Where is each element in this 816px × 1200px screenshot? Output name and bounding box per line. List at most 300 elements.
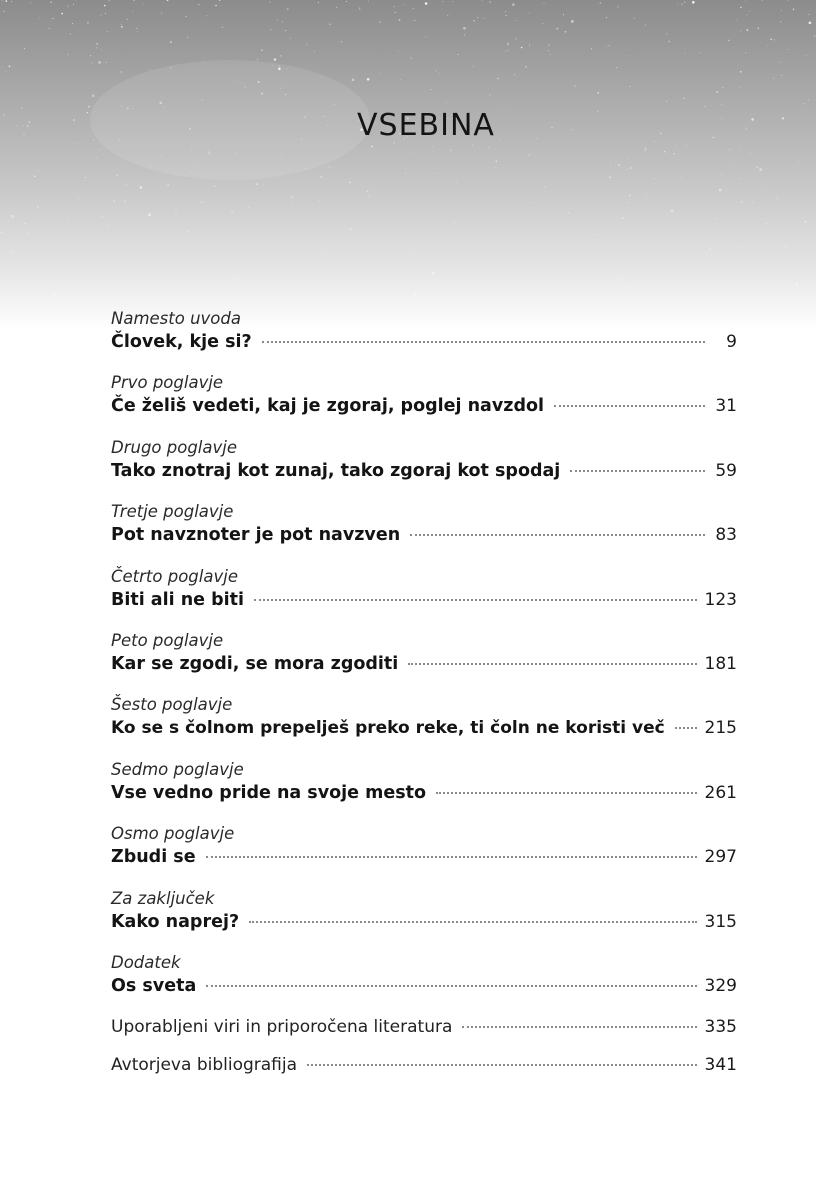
star	[414, 20, 416, 22]
star	[542, 23, 543, 24]
star	[90, 55, 91, 56]
star	[113, 200, 115, 202]
star	[412, 218, 413, 219]
star	[473, 66, 474, 67]
toc-entry-page: 123	[704, 589, 737, 610]
star	[291, 196, 293, 198]
star	[277, 20, 278, 21]
star	[458, 54, 459, 55]
star	[100, 149, 101, 150]
star	[730, 291, 732, 293]
toc-entry-title: Pot navznoter je pot navzven	[111, 525, 401, 546]
star	[487, 226, 488, 227]
star	[666, 34, 667, 35]
star	[525, 66, 527, 68]
star	[159, 102, 162, 105]
star	[96, 157, 97, 158]
star	[137, 31, 138, 32]
toc-entry-caption: Osmo poglavje	[111, 824, 235, 844]
star	[496, 161, 498, 163]
star	[628, 158, 629, 159]
star	[476, 284, 477, 285]
star	[245, 87, 246, 88]
star	[489, 1, 491, 3]
star	[492, 235, 493, 236]
star	[677, 3, 678, 4]
star	[521, 47, 523, 49]
star	[236, 153, 237, 154]
star	[2, 0, 3, 1]
toc-entry-caption: Šesto poglavje	[111, 695, 233, 715]
star	[323, 248, 324, 249]
dot-leader	[408, 662, 696, 665]
star	[464, 35, 465, 36]
star	[473, 20, 475, 22]
star	[629, 55, 630, 56]
star	[8, 221, 9, 222]
star	[379, 21, 381, 23]
star	[367, 78, 370, 81]
star	[544, 186, 546, 188]
star	[733, 163, 734, 164]
toc-entry-page: 9	[726, 332, 737, 352]
star	[96, 43, 98, 45]
dot-leader	[436, 791, 697, 794]
star	[709, 248, 711, 250]
toc-entry[interactable]	[111, 499, 737, 563]
star	[745, 1, 746, 2]
dot-leader	[410, 533, 705, 536]
star	[24, 223, 26, 225]
star	[132, 11, 133, 12]
star	[280, 55, 282, 57]
star	[170, 67, 171, 68]
star	[52, 18, 53, 19]
star	[39, 18, 40, 19]
star	[73, 4, 74, 5]
toc-entry[interactable]	[111, 886, 737, 950]
star	[477, 17, 478, 18]
star	[6, 0, 8, 2]
star	[628, 202, 629, 203]
star	[136, 28, 137, 29]
star	[261, 49, 263, 51]
star	[5, 71, 6, 72]
star	[215, 5, 217, 7]
star	[290, 38, 291, 39]
star	[721, 174, 722, 175]
star	[161, 13, 162, 14]
star	[805, 221, 807, 223]
star	[762, 0, 763, 1]
star	[100, 49, 101, 50]
star	[105, 13, 106, 14]
dot-leader	[206, 855, 697, 858]
toc-entry-caption: Peto poglavje	[111, 630, 224, 650]
dot-leader	[570, 469, 705, 472]
star	[398, 51, 399, 52]
star	[463, 27, 466, 30]
toc-entry-page: 341	[704, 1055, 737, 1076]
star	[108, 225, 110, 227]
star	[121, 71, 123, 73]
star	[516, 38, 517, 39]
star	[550, 54, 551, 55]
star	[121, 106, 122, 107]
star	[606, 17, 607, 18]
star	[394, 6, 395, 7]
star	[287, 69, 288, 70]
star	[368, 1, 369, 2]
star	[92, 94, 95, 97]
star	[34, 176, 36, 178]
star	[399, 19, 401, 21]
star	[360, 9, 361, 10]
star	[506, 51, 507, 52]
star	[279, 66, 280, 67]
star	[610, 165, 611, 166]
star	[413, 250, 415, 252]
toc-entry-extra[interactable]	[111, 1017, 737, 1055]
star	[16, 293, 17, 294]
star	[306, 44, 307, 45]
star	[617, 6, 619, 8]
star	[739, 178, 740, 179]
star	[150, 166, 151, 167]
star	[814, 36, 815, 37]
star	[319, 200, 320, 201]
star	[475, 224, 476, 225]
star	[367, 190, 369, 192]
star	[143, 4, 144, 5]
toc-entry-page: 297	[704, 847, 737, 868]
star	[796, 283, 799, 286]
star	[343, 261, 344, 262]
toc-entry-title: Zbudi se	[111, 847, 196, 868]
star	[362, 281, 363, 282]
toc-entry[interactable]	[111, 692, 737, 756]
star	[350, 228, 352, 230]
star	[546, 283, 548, 285]
star	[436, 70, 437, 71]
star	[346, 1, 347, 2]
star	[400, 79, 401, 80]
star	[352, 79, 355, 82]
star	[197, 164, 198, 165]
star	[403, 4, 404, 5]
star	[107, 31, 108, 32]
toc-entry[interactable]	[111, 306, 737, 370]
star	[67, 7, 68, 8]
star	[622, 217, 624, 219]
star	[359, 8, 360, 9]
star	[446, 103, 447, 104]
star	[781, 75, 782, 76]
star	[599, 288, 601, 290]
star	[410, 152, 411, 153]
star	[798, 161, 799, 162]
star	[414, 294, 417, 297]
star	[222, 27, 224, 29]
star	[283, 220, 284, 221]
star	[514, 74, 515, 75]
star	[618, 164, 619, 165]
star	[221, 293, 222, 294]
star	[589, 158, 590, 159]
star	[187, 37, 188, 38]
star	[671, 210, 674, 213]
star	[135, 273, 136, 274]
star	[438, 73, 439, 74]
star	[76, 0, 77, 1]
toc-entry-title: Biti ali ne biti	[111, 589, 245, 610]
star	[67, 5, 68, 6]
star	[557, 28, 559, 30]
star	[121, 26, 123, 28]
toc-entry-caption: Dodatek	[111, 952, 181, 972]
star	[803, 103, 804, 104]
star	[809, 22, 812, 25]
toc-entry-title: Ko se s čolnom prepelješ preko reke, ti čoln ne koristi več	[111, 718, 665, 739]
star	[409, 243, 410, 244]
star	[597, 92, 599, 94]
star	[780, 21, 781, 22]
star	[516, 20, 517, 21]
star	[740, 146, 741, 147]
star	[676, 286, 677, 287]
star	[140, 186, 143, 189]
star	[51, 1, 53, 3]
star	[808, 100, 809, 101]
star	[10, 251, 12, 253]
toc-entry-title: Kar se zgodi, se mora zgoditi	[111, 653, 399, 674]
star	[134, 0, 136, 1]
star	[619, 164, 621, 166]
toc-entry[interactable]	[111, 950, 737, 1014]
star	[571, 20, 574, 23]
dot-leader	[675, 726, 697, 729]
star	[248, 207, 249, 208]
star	[175, 210, 177, 212]
star	[745, 52, 746, 53]
star	[380, 295, 382, 297]
star	[167, 184, 169, 186]
star	[106, 62, 107, 63]
star	[287, 8, 289, 10]
star	[395, 12, 396, 13]
star	[102, 265, 103, 266]
star	[630, 167, 632, 169]
dot-leader	[206, 984, 696, 987]
star	[124, 201, 126, 203]
star	[722, 87, 723, 88]
star	[371, 146, 373, 148]
toc-entry-page: 329	[704, 975, 737, 996]
star	[529, 45, 530, 46]
toc-entry[interactable]	[111, 564, 737, 628]
star	[538, 210, 539, 211]
star	[787, 49, 788, 50]
star	[240, 295, 241, 296]
star	[256, 183, 258, 185]
star	[634, 18, 635, 19]
star	[645, 148, 647, 150]
toc-entry-title: Uporabljeni viri in priporočena literatura	[111, 1017, 453, 1038]
star	[24, 48, 25, 49]
star	[533, 202, 534, 203]
star	[788, 0, 789, 1]
star	[270, 29, 271, 30]
toc-entry-title: Če želiš vedeti, kaj je zgoraj, poglej navzdol	[111, 396, 544, 417]
star	[779, 62, 780, 63]
star	[320, 176, 322, 178]
star	[776, 198, 777, 199]
toc-entry-caption: Namesto uvoda	[111, 309, 241, 328]
star	[692, 1, 695, 4]
star	[685, 53, 686, 54]
star	[1, 232, 3, 234]
star	[68, 54, 69, 55]
toc-entry-title: Vse vedno pride na svoje mesto	[111, 782, 427, 803]
star	[224, 271, 225, 272]
star	[699, 52, 700, 53]
star	[349, 182, 351, 184]
star	[442, 1, 443, 2]
star	[96, 47, 97, 48]
star	[4, 11, 5, 12]
star	[627, 169, 628, 170]
star	[401, 219, 402, 220]
star	[588, 262, 589, 263]
star	[341, 41, 342, 42]
star	[681, 3, 683, 5]
star	[740, 7, 742, 9]
star	[565, 31, 567, 33]
star	[609, 45, 610, 46]
star	[37, 206, 39, 208]
toc-entry-caption: Drugo poglavje	[111, 437, 237, 457]
star	[574, 85, 576, 87]
star	[719, 189, 722, 192]
star	[100, 15, 101, 16]
star	[47, 210, 48, 211]
star	[497, 78, 499, 80]
star	[528, 154, 530, 156]
star	[247, 252, 248, 253]
star	[85, 177, 87, 179]
star	[70, 33, 71, 34]
star	[506, 15, 507, 16]
star	[447, 15, 448, 16]
stars-decoration	[0, 0, 816, 330]
star	[488, 147, 489, 148]
star	[30, 2, 31, 3]
page-title: VSEBINA	[357, 108, 495, 143]
toc-entry-extra[interactable]	[111, 1055, 737, 1093]
toc-entry-caption: Sedmo poglavje	[111, 759, 244, 779]
toc-entry[interactable]	[111, 628, 737, 692]
star	[334, 104, 335, 105]
star	[618, 276, 620, 278]
star	[292, 205, 293, 206]
star	[482, 0, 483, 1]
star	[747, 14, 748, 15]
star	[209, 153, 211, 155]
toc-entry[interactable]	[111, 370, 737, 434]
star	[591, 48, 592, 49]
star	[68, 220, 69, 221]
starry-sky-header	[0, 0, 816, 330]
star	[505, 11, 506, 12]
star	[149, 69, 150, 70]
table-of-contents	[111, 306, 737, 1093]
star	[740, 30, 741, 31]
toc-entry-title: Tako znotraj kot zunaj, tako zgoraj kot spodaj	[111, 460, 561, 481]
toc-entry[interactable]	[111, 435, 737, 499]
star	[405, 173, 406, 174]
star	[741, 201, 743, 203]
star	[666, 101, 667, 102]
star	[606, 46, 607, 47]
star	[72, 23, 73, 24]
star	[457, 181, 458, 182]
star	[484, 18, 485, 19]
star	[609, 176, 611, 178]
star	[647, 193, 648, 194]
star	[203, 58, 204, 59]
toc-entry-caption: Za zaključek	[111, 888, 215, 908]
star	[318, 229, 319, 230]
star	[600, 2, 602, 4]
star	[281, 157, 282, 158]
star	[191, 172, 192, 173]
star	[721, 104, 722, 105]
star	[508, 50, 509, 51]
dot-leader	[249, 920, 696, 923]
toc-entry-caption: Četrto poglavje	[111, 566, 238, 586]
star	[664, 151, 666, 153]
toc-entry-caption: Tretje poglavje	[111, 502, 234, 522]
star	[759, 168, 762, 171]
dot-leader	[554, 404, 705, 407]
star	[800, 243, 801, 244]
star	[53, 266, 54, 267]
star	[425, 36, 426, 37]
star	[651, 271, 652, 272]
star	[127, 19, 128, 20]
dot-leader	[462, 1025, 696, 1028]
toc-entry-title: Avtorjeva bibliografija	[111, 1055, 298, 1076]
star	[749, 11, 750, 12]
toc-entry-title: Človek, kje si?	[111, 332, 252, 352]
toc-entry-page: 215	[704, 718, 737, 739]
star	[27, 232, 29, 234]
toc-entry[interactable]	[111, 821, 737, 885]
toc-entry[interactable]	[111, 757, 737, 821]
star	[790, 269, 791, 270]
star	[808, 14, 809, 15]
star	[126, 184, 127, 185]
star	[729, 149, 730, 150]
star	[304, 168, 305, 169]
star	[736, 20, 737, 21]
star	[334, 262, 335, 263]
star	[781, 10, 782, 11]
star	[681, 177, 682, 178]
star	[616, 67, 617, 68]
star	[61, 13, 63, 15]
star	[329, 166, 331, 168]
